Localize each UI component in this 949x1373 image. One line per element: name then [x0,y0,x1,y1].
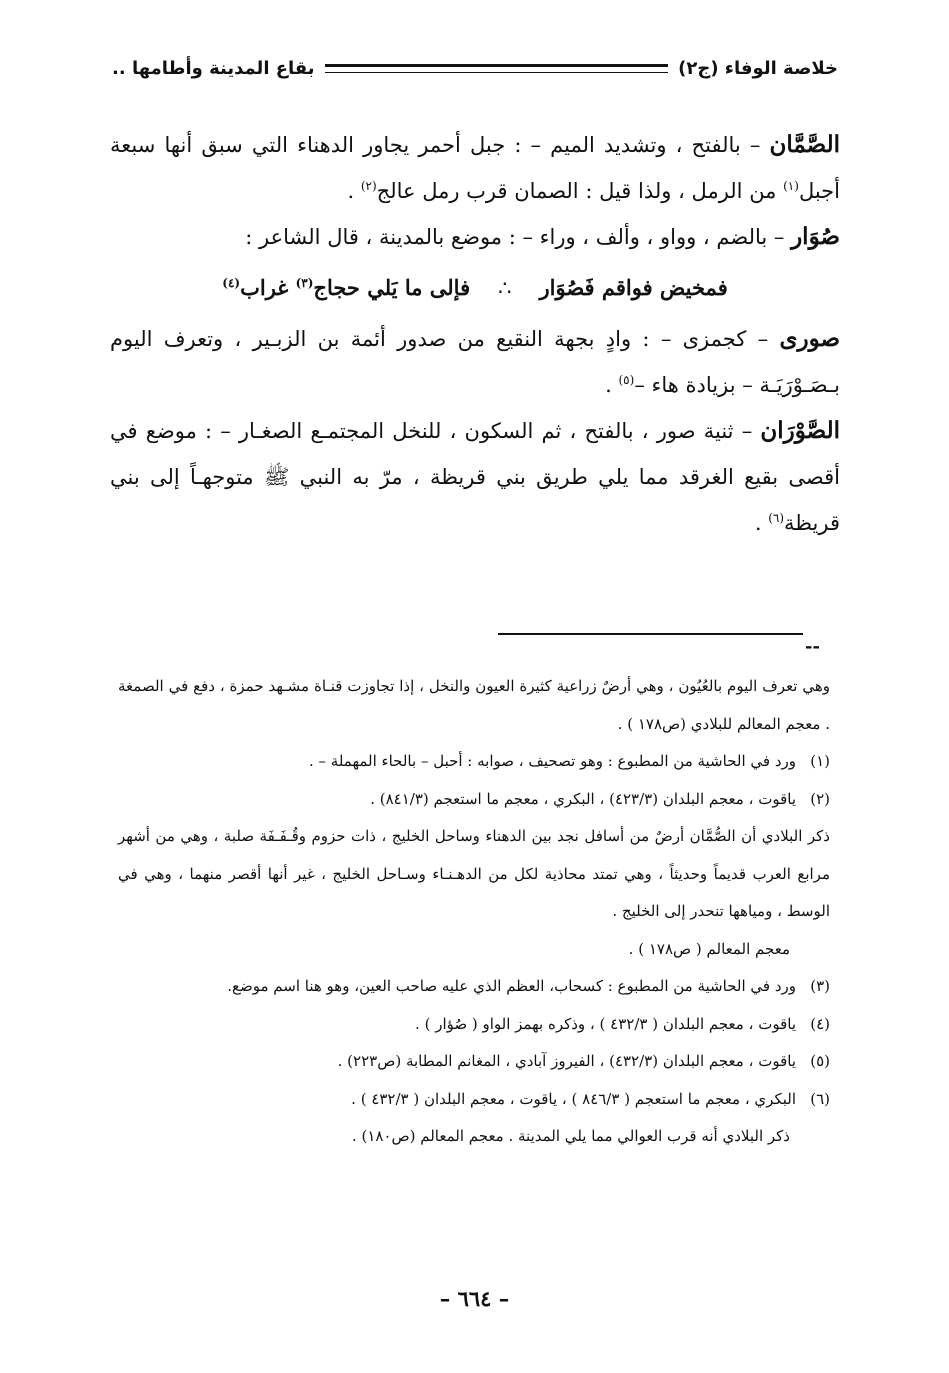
entry-text: . [605,373,619,397]
footnote-text: البكري ، معجم ما استعجم ( ٨٤٦/٣ ) ، ياقوت ، معجم البلدان ( ٤٣٢/٣ ) . [351,1089,796,1108]
footnote-2-extra: ذكر البلادي أن الصُّمَّان أرضٌ من أسافل نجد بين الدهناء وساحل الخليج ، ذات حزوم وقُـفَـفَة صلبة ، وهي من أشهر مرابع العرب قديماً وحديثاً ، وهي تمتد محاذية لكل من الدهـنـاء وسـاحل الخليج ، غير أنها أقصر منهما ، وهي في الوسط ، ومياهها تنحدر إلى الخليج . [118,827,830,920]
footnote-ref[interactable]: (٣) [295,276,314,290]
footnote-number: (٤) [810,1014,830,1033]
footnote-number: (١) [810,752,830,770]
entry-text: . [347,179,361,203]
footnote-4 [118,1006,830,1044]
entry-suwar [110,214,840,260]
footnote-text: ياقوت ، معجم البلدان (٤٣٢/٣) ، الفيروز آبادي ، المغانم المطابة (ص٢٢٣) . [337,1052,796,1070]
main-text [110,122,840,546]
footnote-ref[interactable]: (١) [783,179,799,193]
footnote-text: ورد في الحاشية من المطبوع : كسحاب، العظم الذي عليه صاحب العين، وهو هنا اسم موضع. [227,977,796,995]
poetry-verse [110,260,840,316]
entry-samman [110,122,840,214]
running-header [112,50,838,86]
entry-headword: صورى [779,325,840,352]
footnote-text: ياقوت ، معجم البلدان ( ٤٣٢/٣ ) ، وذكره بهمز الواو ( صُؤار ) . [415,1014,796,1033]
entry-text: من الرمل ، ولذا قيل : الصمان قرب رمل عالج [376,179,784,203]
page-number: – ٦٦٤ – [439,1286,510,1311]
verse-hemistich-1: فمخيض فواقم فَصُوَار [539,275,728,300]
verse-text: فإلى ما يَلي حجاج [313,275,471,300]
entry-text: – بالضم ، وواو ، وألف ، وراء – : موضع بالمدينة ، قال الشاعر : [245,225,792,249]
verse-text: غراب [240,275,296,300]
entry-sawran [110,408,840,546]
book-title: خلاصة الوفاء (ج٢) [678,57,838,79]
footnote-ref[interactable]: (٥) [618,373,635,387]
footnote-marker: -- [805,636,820,657]
footnote-ref[interactable]: (٤) [222,276,241,290]
verse-separator: ∴ [498,276,512,300]
footnote-number: (٢) [810,789,830,808]
entry-sura [110,316,840,408]
entry-text: . [754,511,769,535]
footnote-5 [118,1043,830,1081]
footnote-continuation: وهي تعرف اليوم بالعُيُون ، وهي أرضٌ زراعية كثيرة العيون والنخل ، إذا تجاوزت قنـاة مشـهد حمزة ، دفع في الصمغة . معجم المعالم للبلادي (ص١٧٨ ) . [118,677,830,733]
entry-headword: صُوَار [791,223,840,250]
footnote-separator [498,633,803,635]
footnote-number: (٦) [810,1089,830,1108]
footnote-6-extra: ذكر البلادي أنه قرب العوالي مما يلي المدينة . معجم المعالم (ص١٨٠) . [351,1127,790,1145]
footnote-3 [118,968,830,1006]
header-rule [325,64,669,73]
verse-hemistich-2 [222,260,470,316]
entry-text: – ثنية صور ، بالفتح ، ثم السكون ، للنخل المجتمـع الصغـار – : موضع في أقصى بقيع الغرقد مما يلي طريق بني قريظة ، مرّ به النبي ﷺ متوجهـاً إلى بني قريظة [110,419,840,535]
entry-headword: الصَّمَّان [769,131,840,158]
footnotes [118,668,830,1156]
footnote-1 [118,743,830,781]
footnote-ref[interactable]: (٦) [768,511,785,525]
footnote-6 [118,1081,830,1119]
entry-text: – بالفتح ، وتشديد الميم – : جبل أحمر يجاور الدهناء التي سبق أنها سبعة أجبل [110,133,840,203]
footnote-2 [118,781,830,819]
footnote-text: ورد في الحاشية من المطبوع : وهو تصحيف ، صوابه : أحبل – بالحاء المهملة – . [308,752,796,770]
footnote-2-source: معجم المعالم ( ص١٧٨ ) . [628,939,790,958]
footnote-text: ياقوت ، معجم البلدان (٤٢٣/٣) ، البكري ، معجم ما استعجم (٨٤١/٣) . [370,789,796,808]
entry-text: – كجمزى – : وادٍ بجهة النقيع من صدور أئمة بن الزبـير ، وتعرف اليوم بـصَـوْرَيَـة – بزيادة هاء – [110,327,840,397]
footnote-number: (٥) [810,1052,830,1070]
footnote-ref[interactable]: (٢) [360,179,377,193]
footnote-number: (٣) [810,977,830,995]
entry-headword: الصَّوْرَان [760,417,840,444]
chapter-title: بقاع المدينة وأطامها .. [112,57,315,79]
